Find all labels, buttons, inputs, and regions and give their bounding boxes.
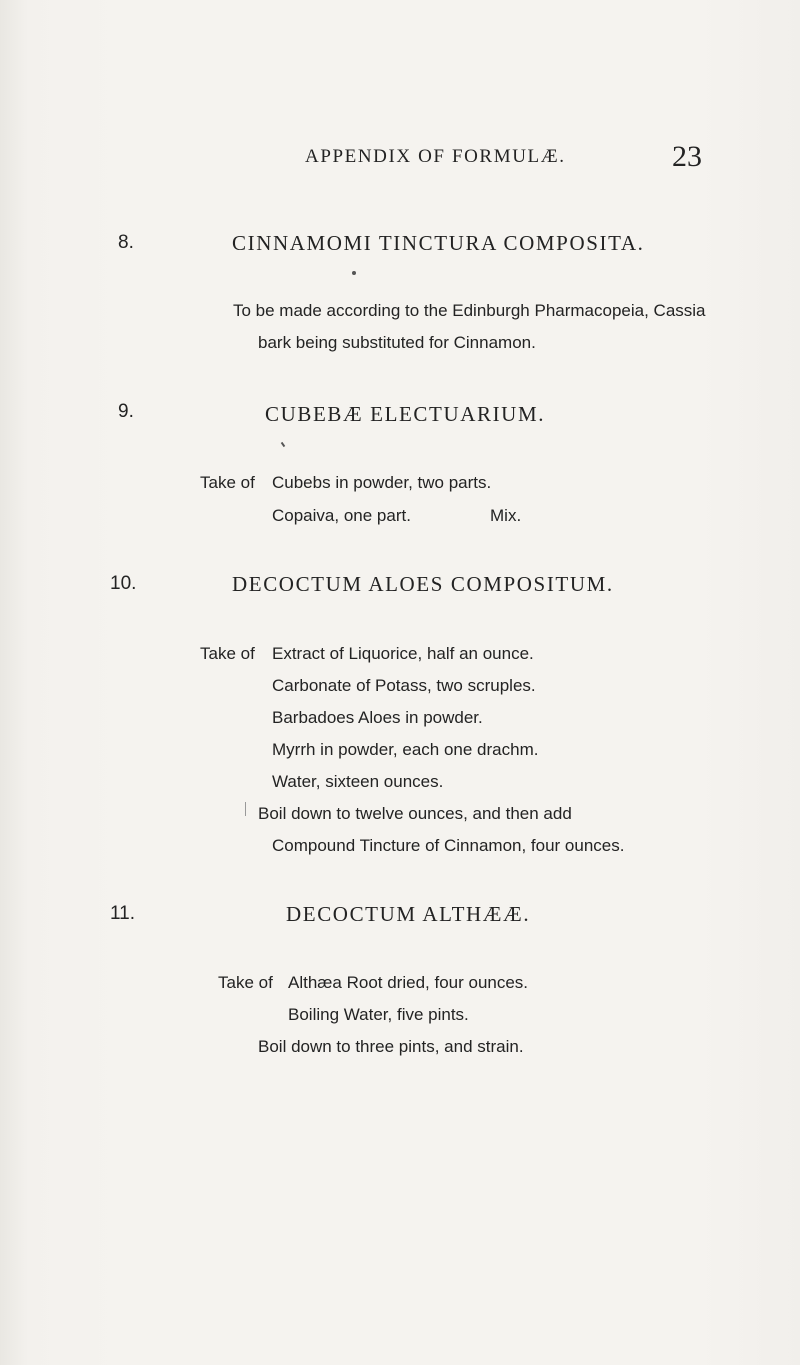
entry-title: DECOCTUM ALOES COMPOSITUM. [232,572,614,596]
entry-title: DECOCTUM ALTHÆÆ. [286,902,531,926]
entry-number: 10. [110,573,137,594]
body-line: Myrrh in powder, each one drachm. [272,740,539,759]
mix-instruction: Mix. [490,506,522,525]
body-line: Barbadoes Aloes in powder. [272,708,483,727]
entry-number: 8. [118,232,134,253]
entry-number: 11. [110,903,136,924]
take-of-label: Take of [200,644,255,663]
body-line: Carbonate of Potass, two scruples. [272,676,536,695]
body-line: Boil down to twelve ounces, and then add [258,804,572,823]
body-line: Althæa Root dried, four ounces. [288,973,529,992]
body-line: Compound Tincture of Cinnamon, four ounces. [272,836,625,855]
body-line: Copaiva, one part. [272,506,411,525]
margin-rule [245,802,246,816]
entry-title: CUBEBÆ ELECTUARIUM. [265,402,546,426]
body-line: bark being substituted for Cinnamon. [258,333,536,352]
body-line: Cubebs in powder, two parts. [272,473,492,492]
running-title: APPENDIX OF FORMULÆ. [305,146,566,167]
ink-speck [352,271,356,275]
take-of-label: Take of [218,973,273,992]
page-number: 23 [672,140,702,173]
body-line: Boiling Water, five pints. [288,1005,469,1024]
entry-number: 9. [118,401,134,422]
body-line: Extract of Liquorice, half an ounce. [272,644,534,663]
take-of-label: Take of [200,473,255,492]
running-head [0,140,800,180]
body-line: Boil down to three pints, and strain. [258,1037,524,1056]
body-line: Water, sixteen ounces. [272,772,444,791]
body-line: To be made according to the Edinburgh Pharmacopeia, Cassia [233,301,706,320]
entry-title: CINNAMOMI TINCTURA COMPOSITA. [232,231,645,255]
ink-speck [281,442,286,447]
